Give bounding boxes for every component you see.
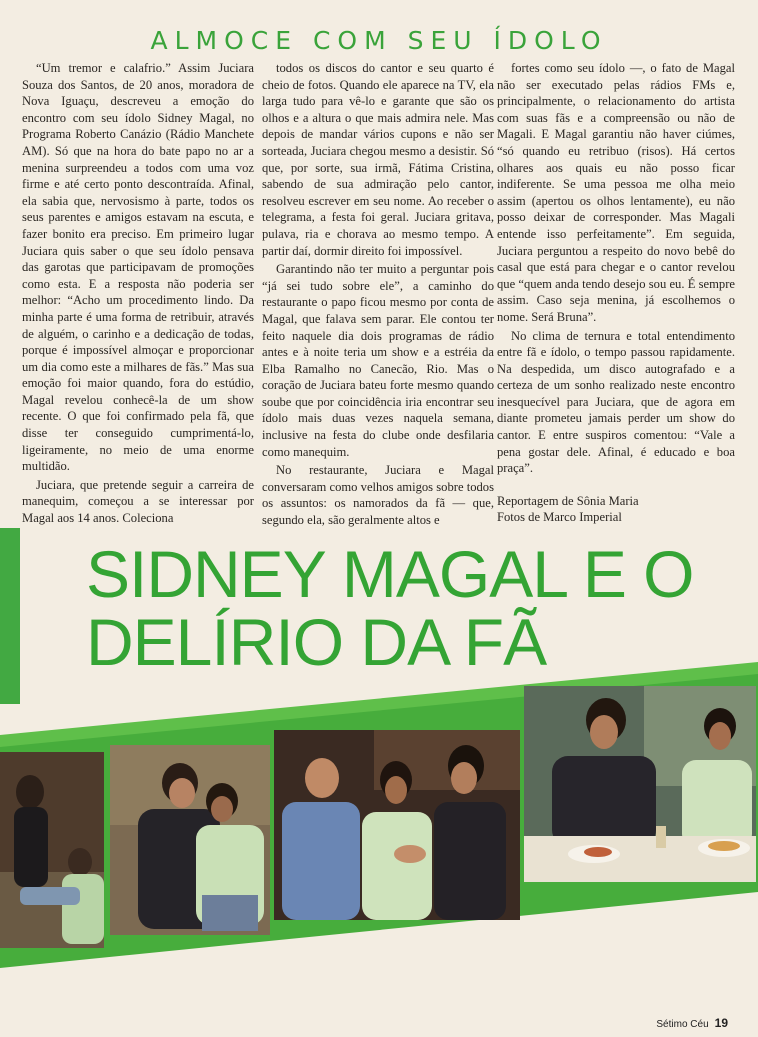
headline-line-2: DELÍRIO DA FÃ (86, 605, 547, 679)
photo-handshake (274, 730, 520, 920)
headline-line-1: SIDNEY MAGAL E O (86, 537, 694, 611)
photo-magal-and-fan (110, 745, 270, 935)
article-paragraph: todos os discos do cantor e seu quarto é cheio de fotos. Quando ele aparece na TV, ela larga tudo para vê-lo e garante que são os olhos e a altura o que mais admira nele. Mas depois de mandar vários cupons e não ser sorteada, Juciara chegou mesmo a desistir. Só que, por sorte, sua irmã, Fátima Cristina, sabendo de sua admiração pelo cantor, resolveu escrever em seu nome. Ao receber o telegrama, a festa foi geral. Juciara gritava, pulava, ria e chorava ao mesmo tempo. A partir daí, dormir direito foi impossível. (262, 61, 494, 258)
page-number: 19 (714, 1016, 728, 1030)
article-paragraph: Juciara, que pretende seguir a carreira de manequim, começou a se interessar por Magal aos 14 anos. Coleciona (22, 477, 254, 526)
reporter-credit: Reportagem de Sônia Maria (497, 493, 639, 508)
article-paragraph: “Um tremor e calafrio.” Assim Juciara Souza dos Santos, de 20 anos, moradora de Nova Iguaçu, descreveu a emoção do encontro com seu ídolo Sidney Magal, no Programa Roberto Canázio (Rádio Manchete AM). Só que na hora do bate papo no ar a menina surpreendeu a todos com uma voz firme e até certo ponto descontraída. Afinal, ela sabia que, nervosismo à parte, todos os seus parentes e amigos estavam na escuta, e fazer bonito era preciso. Em primeiro lugar Juciara quis saber o que seu ídolo pensava das garotas que participavam de promoções como esta. E a resposta não poderia ser melhor: “Acho um procedimento lindo. Da minha parte é uma forma de retribuir, através de alguém, o carinho e a dedicação de todas, porque é impossível almoçar e proporcionar um dia como este a milhares de fãs.” Mas sua emoção foi maior quando, fora do estúdio, Magal revelou conhecê-la de um show recente. O que foi confirmado pela fã, que disse ter conseguido cumprimentá-lo, ligeiramente, no meio de uma enorme multidão. (22, 61, 254, 474)
article-paragraph: No restaurante, Juciara e Magal conversaram como velhos amigos sobre todos os assuntos: os namorados da fã — que, segundo ela, são geralmente altos e (262, 463, 494, 528)
photographer-credit: Fotos de Marco Imperial (497, 510, 622, 525)
article-paragraph: Garantindo não ter muito a perguntar pois “já sei tudo sobre ele”, a caminho do restaurante o papo ficou mesmo por conta de Magal, que falava sem parar. Ele contou ter feito naquele dia dois programas de rádio antes e à noite teria um show e a estréia da Elba Ramalho no Canecão, Rio. Mas o coração de Juciara bateu forte mesmo quando soube que por coincidência iria encontrar seu ídolo mais duas vezes naquela semana, inclusive na festa do clube onde desfilaria como manequim. (262, 262, 494, 459)
magazine-name: Sétimo Céu (656, 1019, 709, 1030)
article-paragraph: fortes como seu ídolo —, o fato de Magal não ser executado pelas rádios FMs e, principalmente, o relacionamento do artista com suas fãs e a compreensão ou não de Magali. E Magal garantiu não haver ciúmes, “só quando eu retribuo (risos). Há certos olhares aos quais eu não posso ficar indiferente. Se uma pessoa me olha meio assim (apertou os olhos lentamente), eu não posso deixar de corresponder. Mas Magali entende isso perfeitamente”. Em seguida, Juciara perguntou a respeito do novo bebê do casal que está para chegar e o cantor revelou que “quem anda tendo desejo sou eu. É sempre assim. Caso seja menina, já escolhemos o nome. Será Bruna”. (497, 61, 735, 324)
article-paragraph: No clima de ternura e total entendimento entre fã e ídolo, o tempo passou rapidamente. Na despedida, um disco autografado e a certeza de um sonho realizado neste encontro inesquecível para Juciara, que de agora em diante prometeu jamais perder um show do cantor. E entre suspiros comentou: “Vale a pena gostar dele. Afinal, é educado e boa praça”. (497, 328, 735, 476)
photo-fans-left (0, 752, 104, 948)
page-footer (656, 1016, 728, 1030)
photo-lunch-table (524, 686, 756, 882)
section-kicker: ALMOCE COM SEU ÍDOLO (150, 26, 608, 55)
